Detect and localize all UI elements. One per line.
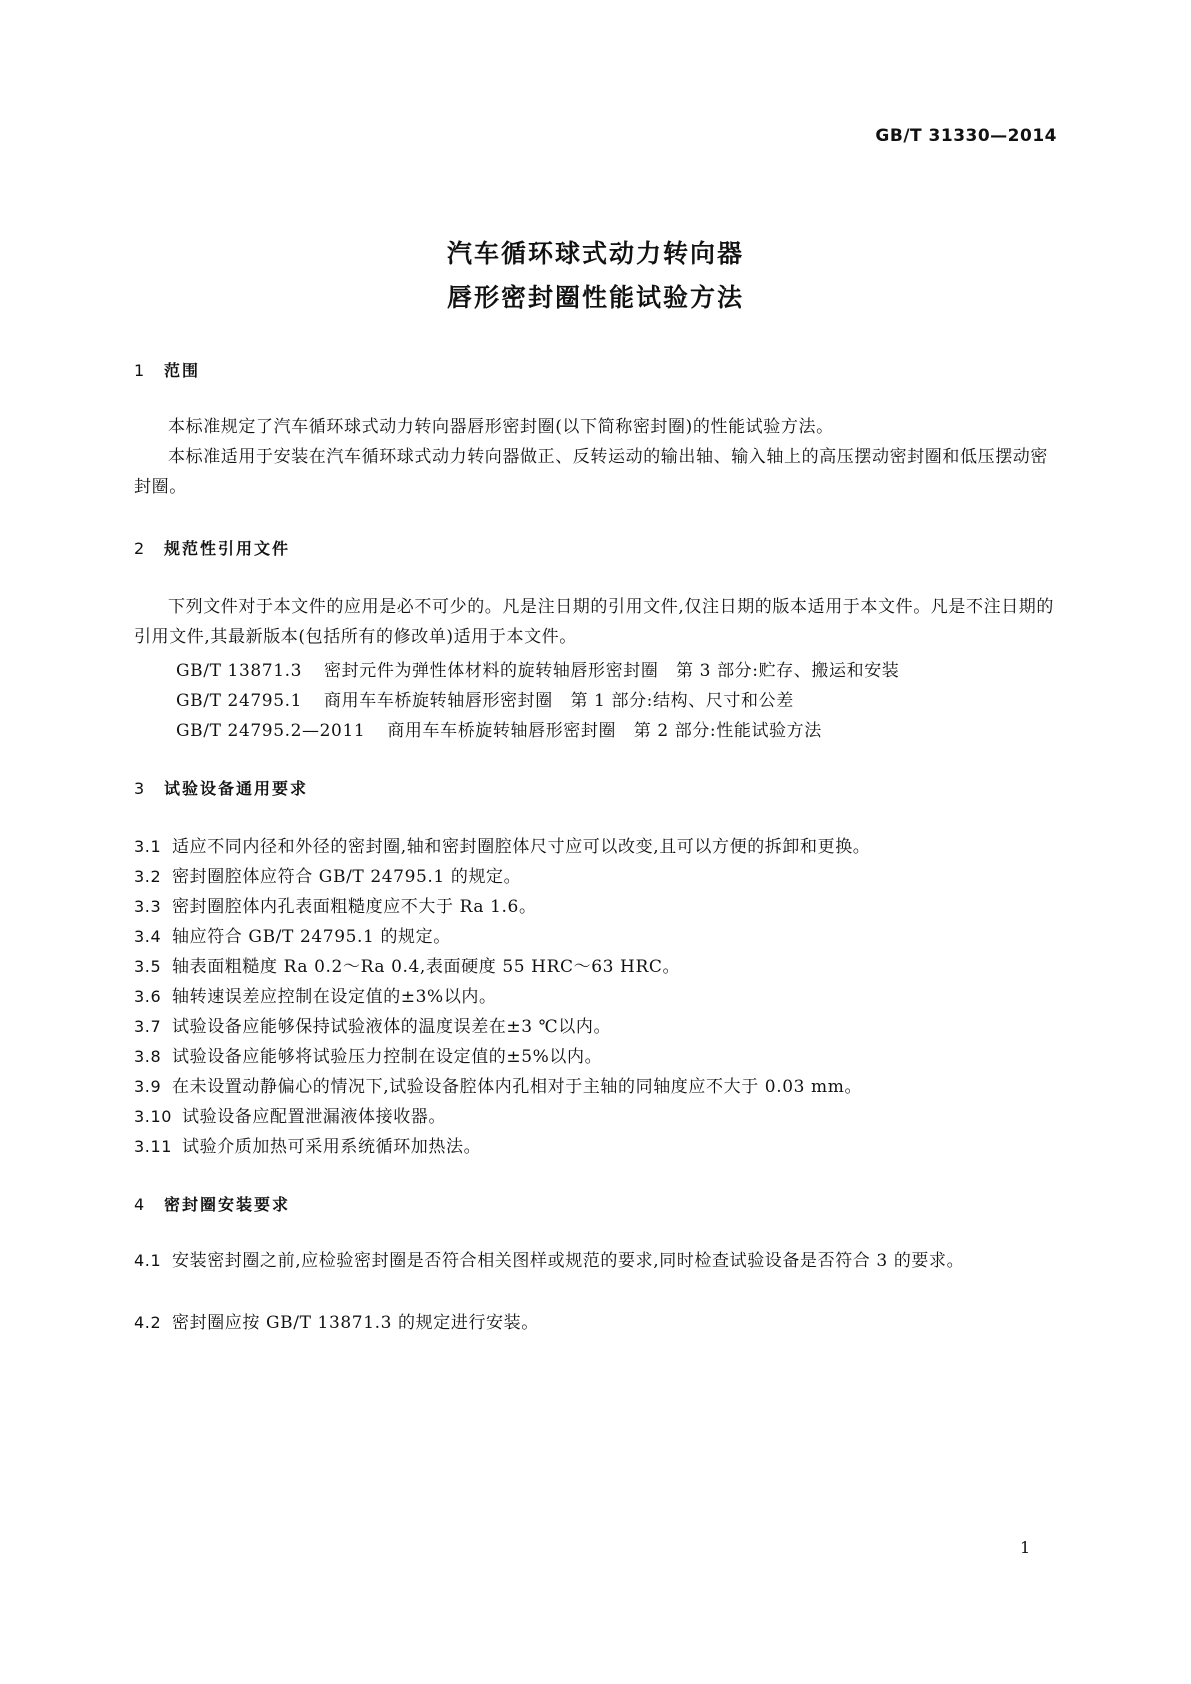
clause-number: 4.1 xyxy=(134,1251,162,1270)
clause-3-1 xyxy=(134,832,870,857)
reference-code: GB/T 13871.3 xyxy=(176,661,303,681)
clause-number: 3.11 xyxy=(134,1137,173,1156)
section-2-heading xyxy=(134,536,290,559)
clause-3-8 xyxy=(134,1042,602,1067)
clause-number: 3.8 xyxy=(134,1047,162,1066)
clause-text: 安装密封圈之前,应检验密封圈是否符合相关图样或规范的要求,同时检查试验设备是否符合 3 的要求。 xyxy=(172,1251,965,1271)
reference-title: 商用车车桥旋转轴唇形密封圈 第 2 部分:性能试验方法 xyxy=(387,721,822,741)
clause-text: 试验设备应能够保持试验液体的温度误差在±3 ℃以内。 xyxy=(172,1017,612,1037)
clause-number: 3.6 xyxy=(134,987,162,1006)
reference-code: GB/T 24795.2—2011 xyxy=(176,721,366,741)
clause-text: 密封圈腔体应符合 GB/T 24795.1 的规定。 xyxy=(172,867,522,887)
page-number: 1 xyxy=(1020,1538,1031,1557)
clause-3-2 xyxy=(134,862,521,887)
section-title: 试验设备通用要求 xyxy=(164,779,309,798)
clause-3-3 xyxy=(134,892,537,917)
clause-text: 密封圈腔体内孔表面粗糙度应不大于 Ra 1.6。 xyxy=(172,897,537,917)
clause-text: 轴转速误差应控制在设定值的±3%以内。 xyxy=(172,987,497,1007)
clause-4-1 xyxy=(134,1246,1054,1276)
section-number: 3 xyxy=(134,779,147,798)
section-4-heading xyxy=(134,1192,290,1215)
section-3-heading xyxy=(134,776,308,799)
clause-number: 3.2 xyxy=(134,867,162,886)
clause-text: 轴应符合 GB/T 24795.1 的规定。 xyxy=(172,927,451,947)
clause-number: 3.5 xyxy=(134,957,162,976)
clause-number: 3.10 xyxy=(134,1107,173,1126)
clause-text: 试验设备应能够将试验压力控制在设定值的±5%以内。 xyxy=(172,1047,603,1067)
document-title-line2: 唇形密封圈性能试验方法 xyxy=(446,283,744,312)
clause-number: 3.7 xyxy=(134,1017,162,1036)
clause-number: 3.1 xyxy=(134,837,162,856)
clause-text: 在未设置动静偏心的情况下,试验设备腔体内孔相对于主轴的同轴度应不大于 0.03 mm。 xyxy=(172,1077,863,1097)
section-number: 4 xyxy=(134,1195,147,1214)
clause-3-6 xyxy=(134,982,497,1007)
section-1-heading xyxy=(134,358,200,381)
section-number: 2 xyxy=(134,539,147,558)
section-1-paragraph-2: 本标准适用于安装在汽车循环球式动力转向器做正、反转运动的输出轴、输入轴上的高压摆动密封圈和低压摆动密封圈。 xyxy=(134,447,1048,497)
reference-title: 商用车车桥旋转轴唇形密封圈 第 1 部分:结构、尺寸和公差 xyxy=(324,691,794,711)
section-title: 密封圈安装要求 xyxy=(164,1195,291,1214)
normative-reference xyxy=(176,656,899,681)
clause-3-7 xyxy=(134,1012,611,1037)
clause-text: 密封圈应按 GB/T 13871.3 的规定进行安装。 xyxy=(172,1313,539,1333)
clause-text: 试验设备应配置泄漏液体接收器。 xyxy=(182,1107,446,1127)
section-1-paragraph-1: 本标准规定了汽车循环球式动力转向器唇形密封圈(以下简称密封圈)的性能试验方法。 xyxy=(168,417,834,437)
clause-number: 3.4 xyxy=(134,927,162,946)
clause-text: 试验介质加热可采用系统循环加热法。 xyxy=(182,1137,482,1157)
document-title-line1: 汽车循环球式动力转向器 xyxy=(446,239,744,268)
clause-number: 3.9 xyxy=(134,1077,162,1096)
clause-text: 适应不同内径和外径的密封圈,轴和密封圈腔体尺寸应可以改变,且可以方便的拆卸和更换。 xyxy=(172,837,871,857)
section-2-intro: 下列文件对于本文件的应用是必不可少的。凡是注日期的引用文件,仅注日期的版本适用于本文件。凡是不注日期的引用文件,其最新版本(包括所有的修改单)适用于本文件。 xyxy=(134,597,1055,647)
normative-reference xyxy=(176,716,822,741)
clause-text: 轴表面粗糙度 Ra 0.2～Ra 0.4,表面硬度 55 HRC～63 HRC。 xyxy=(172,957,681,977)
section-title: 范围 xyxy=(164,361,201,380)
section-title: 规范性引用文件 xyxy=(164,539,291,558)
reference-title: 密封元件为弹性体材料的旋转轴唇形密封圈 第 3 部分:贮存、搬运和安装 xyxy=(324,661,900,681)
standard-code: GB/T 31330—2014 xyxy=(875,126,1057,146)
clause-3-5 xyxy=(134,952,680,977)
clause-number: 3.3 xyxy=(134,897,162,916)
clause-3-4 xyxy=(134,922,451,947)
clause-number: 4.2 xyxy=(134,1313,162,1332)
section-number: 1 xyxy=(134,361,147,380)
reference-code: GB/T 24795.1 xyxy=(176,691,303,711)
clause-4-2 xyxy=(134,1308,539,1333)
clause-3-11 xyxy=(134,1132,481,1157)
clause-3-9 xyxy=(134,1072,862,1097)
normative-reference xyxy=(176,686,794,711)
clause-3-10 xyxy=(134,1102,446,1127)
